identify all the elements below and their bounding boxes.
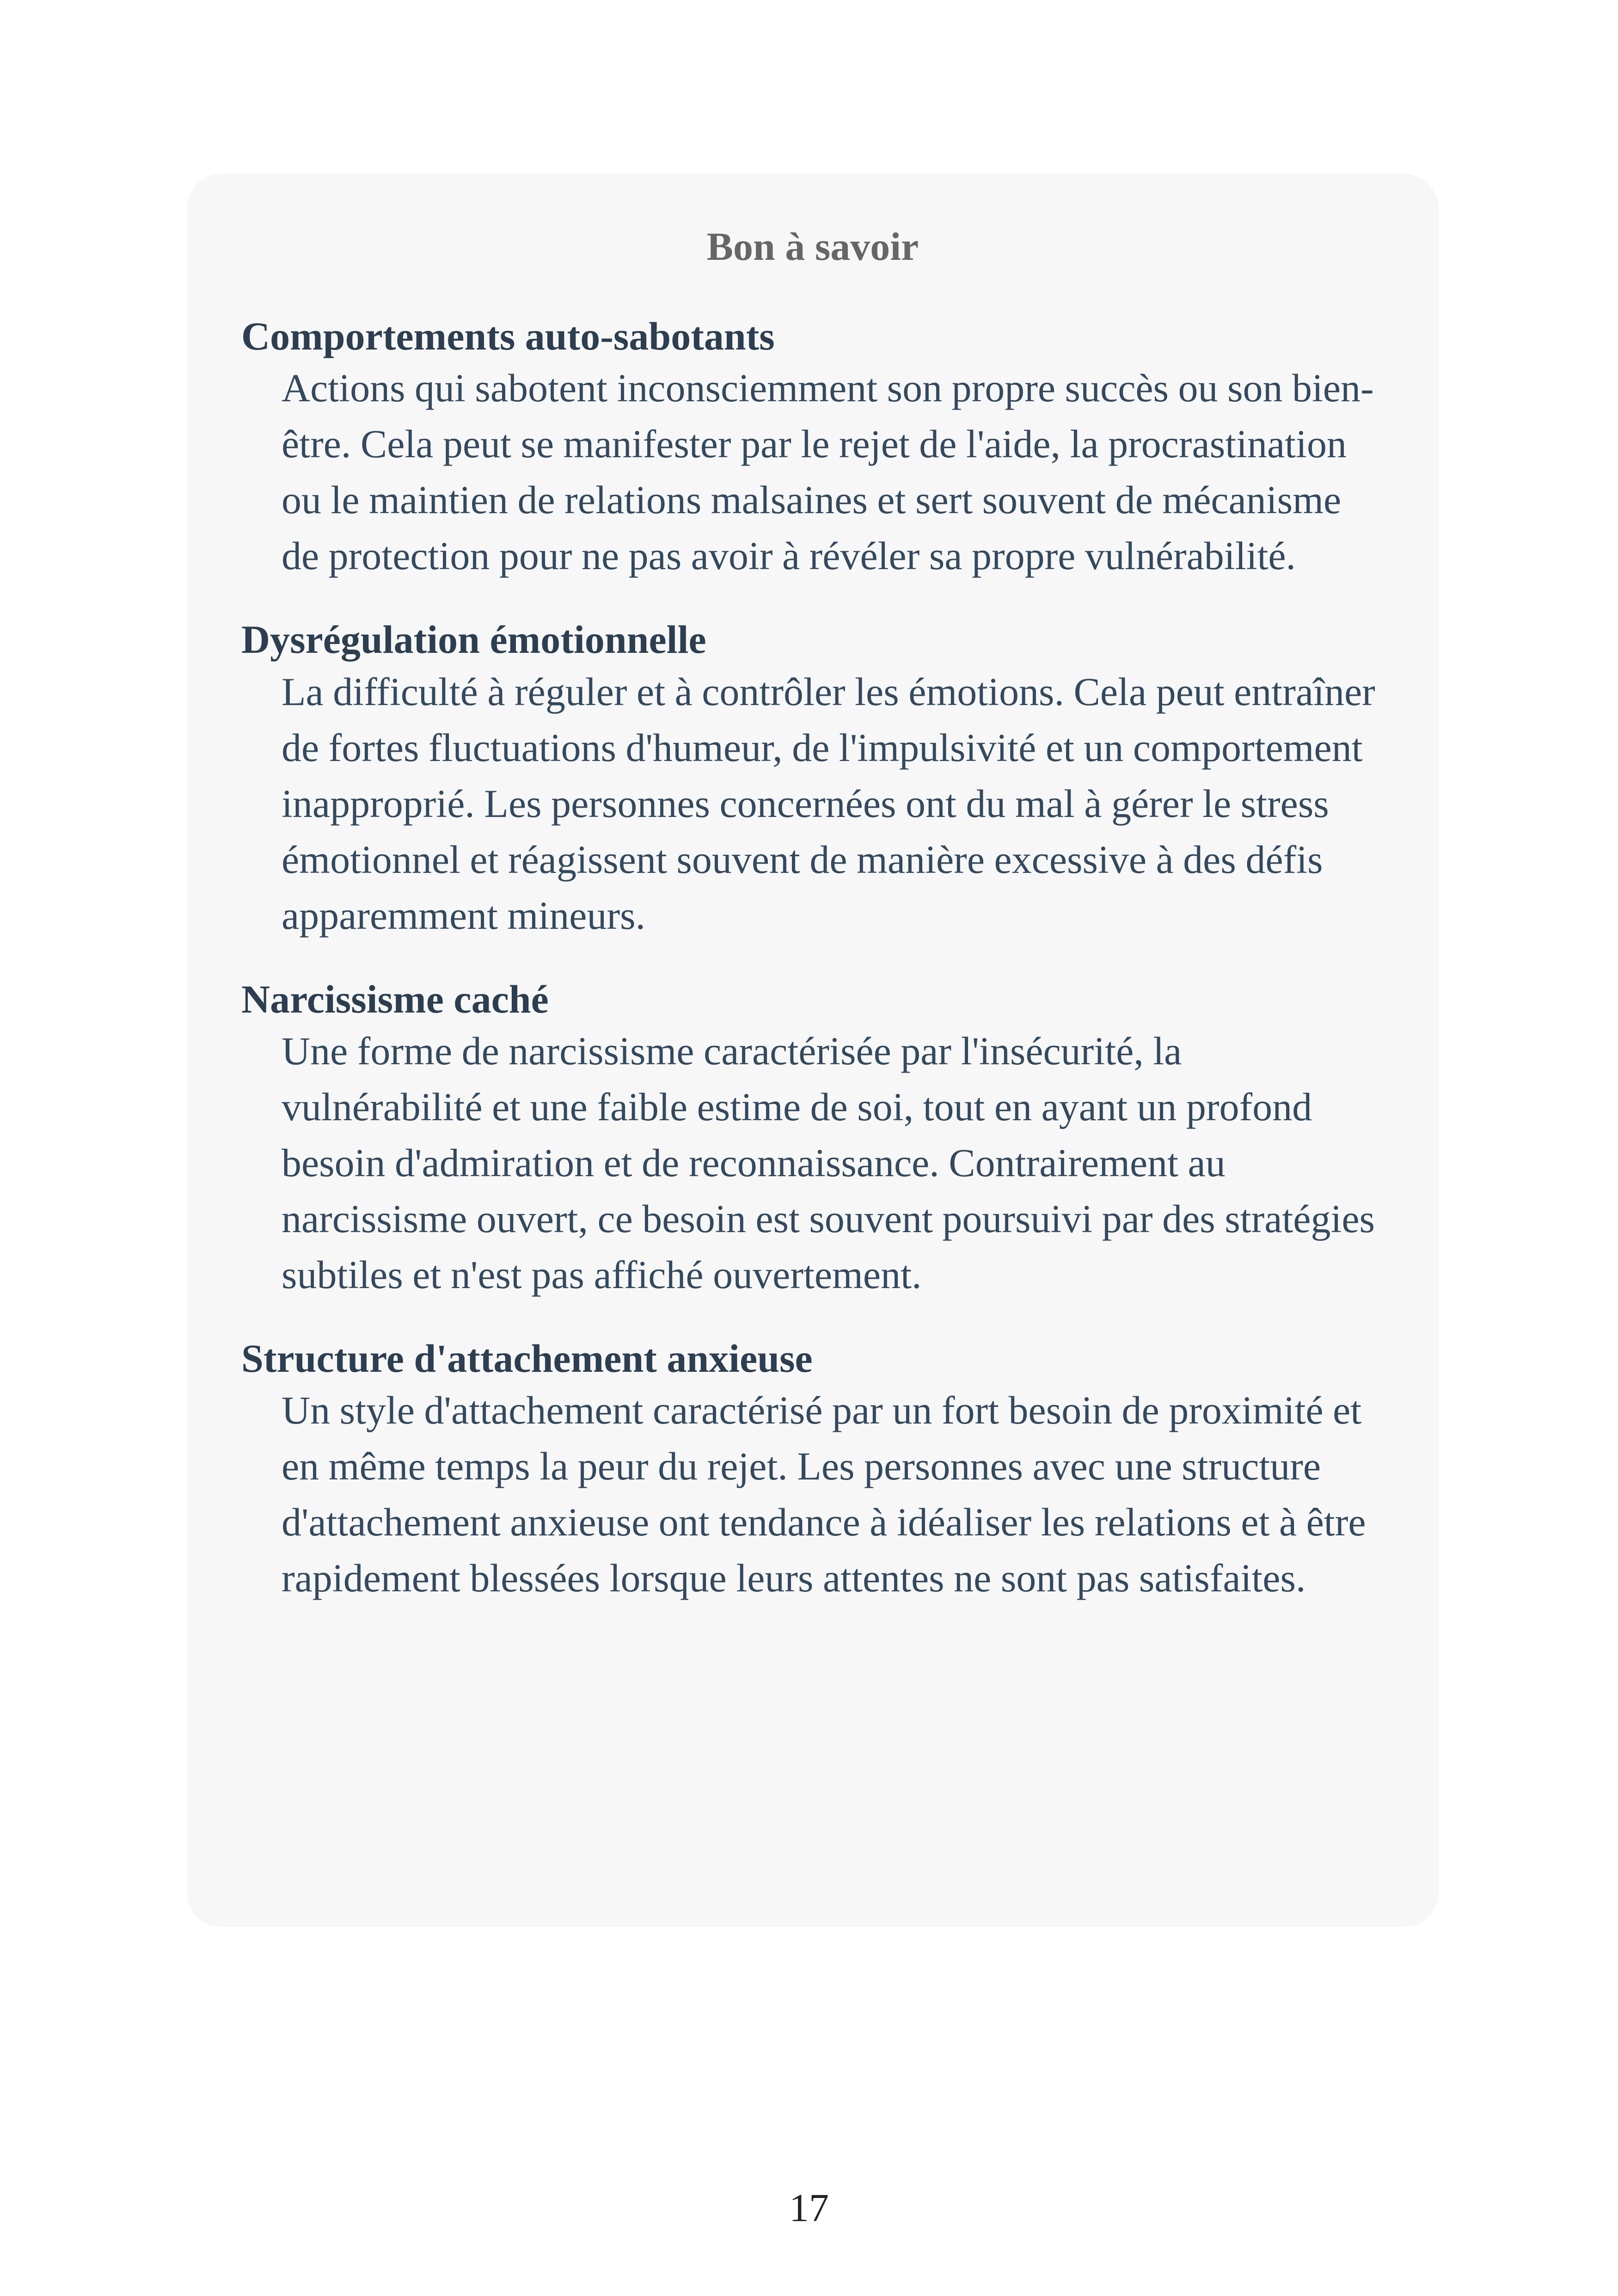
glossary-definition: Une forme de narcissisme caractérisée par l'insécurité, la vulnérabilité et une faible estime de soi, tout en ayant un profond besoin d'admiration et de reconnaissance. Contrairement au narcissisme ouvert, ce besoin est souvent poursuivi par des stratégies subtiles et n'est pas affiché ouvertement.: [282, 1028, 1375, 1297]
glossary-term: Narcissisme caché: [241, 976, 549, 1021]
glossary-entry: [241, 1335, 1384, 1606]
glossary-entry: [241, 976, 1384, 1303]
glossary-entry: [241, 616, 1384, 943]
glossary-term: Structure d'attachement anxieuse: [241, 1336, 813, 1381]
page-number: 17: [789, 2185, 829, 2230]
glossary-term: Comportements auto-sabotants: [241, 314, 775, 359]
info-box-title: Bon à savoir: [706, 224, 919, 269]
glossary-entry: [241, 313, 1384, 584]
glossary-definition: Actions qui sabotent inconsciemment son propre succès ou son bien-être. Cela peut se manifester par le rejet de l'aide, la procrastination ou le maintien de relations malsaines et sert souvent de mécanisme de protection pour ne pas avoir à révéler sa propre vulnérabilité.: [282, 366, 1374, 578]
glossary-term: Dysrégulation émotionnelle: [241, 617, 706, 662]
glossary-definition: Un style d'attachement caractérisé par un fort besoin de proximité et en même temps la peur du rejet. Les personnes avec une structure d'attachement anxieuse ont tendance à idéaliser les relations et à être rapidement blessées lorsque leurs attentes ne sont pas satisfaites.: [282, 1387, 1366, 1600]
glossary-definition: La difficulté à réguler et à contrôler les émotions. Cela peut entraîner de fortes fluctuations d'humeur, de l'impulsivité et un comportement inapproprié. Les personnes concernées ont du mal à gérer le stress émotionnel et réagissent souvent de manière excessive à des défis apparemment mineurs.: [282, 669, 1375, 938]
info-box: [187, 174, 1439, 1927]
